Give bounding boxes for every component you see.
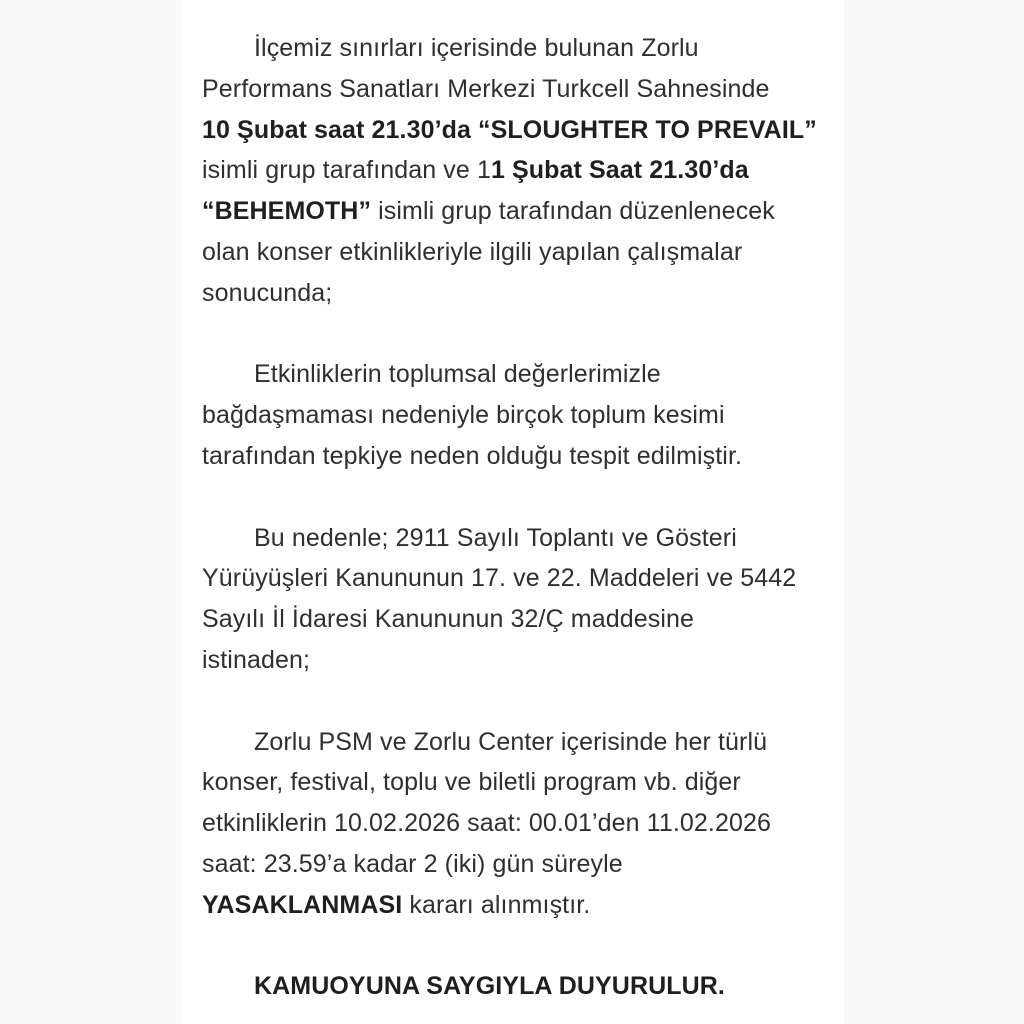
text-line: “BEHEMOTH” isimli grup tarafından düzenlenecek — [202, 197, 775, 226]
text-line: Sayılı İl İdaresi Kanununun 32/Ç maddesine — [202, 605, 695, 634]
bold-event-1: 10 Şubat saat 21.30’da “SLOUGHTER TO PREVAIL” — [202, 115, 817, 144]
text-line: olan konser etkinlikleriyle ilgili yapılan çalışmalar — [202, 237, 743, 266]
bold-event-2: 1 Şubat Saat 21.30’da — [490, 156, 749, 185]
bold-band-name: “BEHEMOTH” — [202, 197, 372, 226]
closing-statement — [202, 966, 842, 1007]
announcement-text — [202, 28, 842, 1007]
text-line: isimli grup tarafından ve 11 Şubat Saat 21.30’da — [202, 156, 749, 185]
text-line: saat: 23.59’a kadar 2 (iki) gün süreyle — [202, 849, 623, 878]
text-line: Bu nedenle; 2911 Sayılı Toplantı ve Gösteri — [254, 523, 737, 552]
text-line: Etkinliklerin toplumsal değerlerimizle — [254, 360, 661, 389]
bold-ban-word: YASAKLANMASI — [202, 890, 403, 919]
text-line — [202, 966, 842, 1007]
paragraph-legal-basis — [202, 518, 842, 681]
text-line: istinaden; — [202, 645, 311, 674]
text-line: konser, festival, toplu ve biletli program vb. diğer — [202, 768, 741, 797]
text-line: bağdaşmaması nedeniyle birçok toplum kesimi — [202, 401, 725, 430]
text-line: Yürüyüşleri Kanununun 17. ve 22. Maddeleri ve 5442 — [202, 564, 797, 593]
text-line: Performans Sanatları Merkezi Turkcell Sahnesinde — [202, 74, 770, 103]
text-line — [202, 110, 842, 151]
text-line: tarafından tepkiye neden olduğu tespit edilmiştir. — [202, 441, 743, 470]
text-line: YASAKLANMASI kararı alınmıştır. — [202, 890, 591, 919]
paragraph-venue — [202, 28, 842, 314]
text-line: Zorlu PSM ve Zorlu Center içerisinde her türlü — [254, 727, 768, 756]
closing-bold: KAMUOYUNA SAYGIYLA DUYURULUR. — [254, 972, 725, 1001]
paragraph-decision — [202, 722, 842, 926]
document-page — [182, 0, 844, 1024]
paragraph-reason — [202, 354, 842, 476]
text-line: sonucunda; — [202, 278, 333, 307]
text-line: İlçemiz sınırları içerisinde bulunan Zorlu — [254, 34, 699, 62]
text-line: etkinliklerin 10.02.2026 saat: 00.01’den 11.02.2026 — [202, 809, 771, 838]
